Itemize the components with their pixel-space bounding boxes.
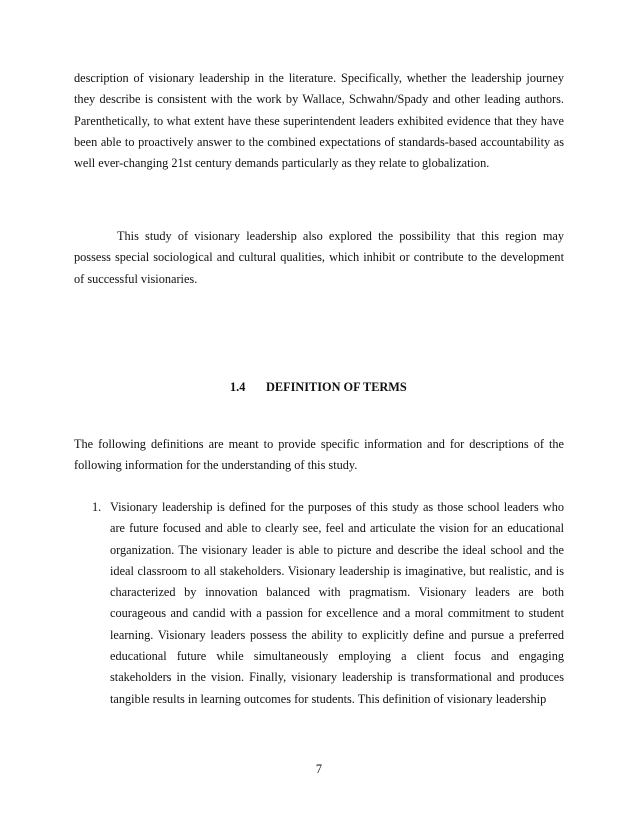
list-item-text: Visionary leadership is defined for the purposes of this study as those school leaders who are future focused and able to clearly see, feel and articulate the vision for an educational organization. The visionary leader is able to picture and describe the ideal school and the ideal classroom to all stakeholders. Visionary leadership is imaginative, but realistic, and is characterized by innovation balanced with pragmatism. Visionary leaders are both courageous and candid with a passion for excellence and a moral commitment to student learning. Visionary leaders possess the ability to explicitly define and pursue a preferred educational future while simultaneously employing a client focus and engaging stakeholders in the vision. Finally, visionary leadership is transformational and produces tangible results in learning outcomes for students. This definition of visionary leadership [110,500,564,706]
body-paragraph-2: This study of visionary leadership also explored the possibility that this region may possess special sociological and cultural qualities, which inhibit or contribute to the development of successful visionaries. [74,229,564,286]
section-heading [230,380,407,395]
list-item [92,497,564,710]
body-paragraph-1: description of visionary leadership in the literature. Specifically, whether the leadership journey they describe is consistent with the work by Wallace, Schwahn/Spady and other leading authors. Parenthetically, to what extent have these superintendent leaders exhibited evidence that they have been able to proactively answer to the combined expectations of standards-based accountability as well ever-changing 21st century demands particularly as they relate to globalization. [74,71,564,171]
page-number: 7 [315,762,323,776]
body-paragraph-3: The following definitions are meant to provide specific information and for descriptions of the following information for the understanding of this study. [74,437,564,473]
list-item-marker: 1. [92,500,102,514]
section-number: 1.4 [230,380,246,394]
section-title: DEFINITION OF TERMS [266,380,407,394]
